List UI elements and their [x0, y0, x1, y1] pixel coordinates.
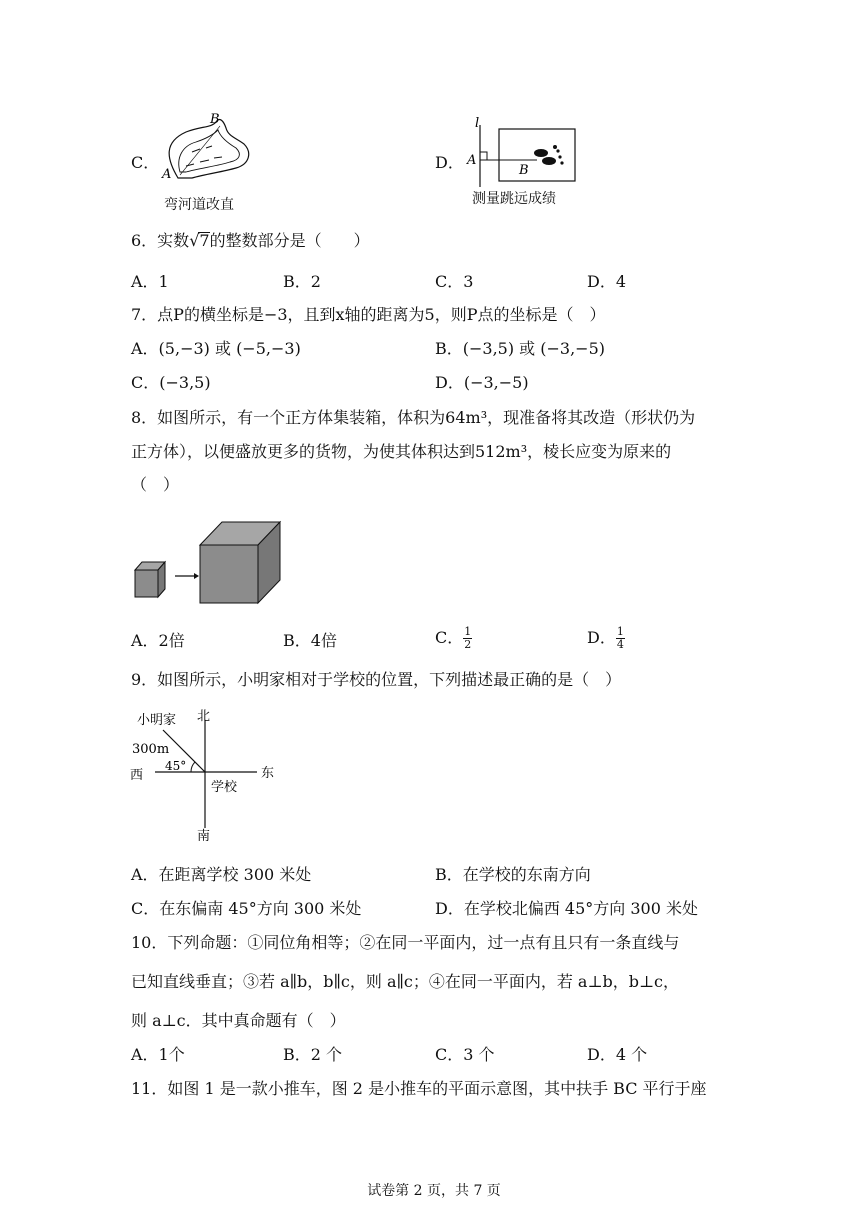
- jump-point-b: B: [519, 163, 529, 178]
- q6-option-a: A．1: [131, 272, 169, 291]
- q9-stem: 9．如图所示，小明家相对于学校的位置，下列描述最正确的是（ ）: [131, 670, 622, 689]
- q7-option-c: C．(−3,5): [131, 373, 211, 392]
- q8-line-1: 8．如图所示，有一个正方体集装箱，体积为64m³，现准备将其改造（形状仍为: [131, 408, 696, 427]
- distance-label: 300m: [132, 742, 170, 757]
- q7-option-b: B．(−3,5) 或 (−3,−5): [435, 339, 606, 358]
- q6-option-d: D．4: [587, 272, 627, 291]
- home-label: 小明家: [137, 713, 177, 728]
- direction-figure: [125, 702, 285, 847]
- q8-line-3: （ ）: [131, 475, 180, 494]
- q7-option-d: D．(−3,−5): [435, 373, 529, 392]
- q5-option-d-label: D．: [435, 153, 464, 172]
- jump-line-l: l: [475, 116, 480, 131]
- q6-stem: 6．实数√7的整数部分是（ ）: [131, 231, 370, 250]
- angle-label: 45°: [165, 759, 187, 773]
- q10-line-2: 已知直线垂直；③若 a∥b，b∥c，则 a∥c；④在同一平面内，若 a⊥b，b⊥c，: [131, 972, 679, 991]
- q10-option-a: A．1个: [131, 1045, 185, 1064]
- q6-option-c: C．3: [435, 272, 474, 291]
- q8-line-2: 正方体），以便盛放更多的货物，为使其体积达到512m³，棱长应变为原来的: [131, 442, 672, 461]
- q7-option-a: A．(5,−3) 或 (−5,−3): [131, 339, 301, 358]
- q9-option-a: A．在距离学校 300 米处: [131, 865, 312, 884]
- q8-option-c: C． $\frac{1}{2}$: [435, 625, 472, 651]
- q9-option-b: B．在学校的东南方向: [435, 865, 591, 884]
- q8-option-b: B．4倍: [283, 631, 337, 650]
- q5-option-d-caption: 测量跳远成绩: [472, 191, 556, 207]
- q10-option-c: C．3 个: [435, 1045, 495, 1064]
- cube-figure: [130, 515, 290, 610]
- east-label: 东: [261, 766, 275, 781]
- q5-option-c-label: C．: [131, 153, 160, 172]
- q8-option-d: D． $\frac{1}{4}$: [587, 625, 624, 651]
- river-point-b: B: [210, 112, 220, 127]
- school-label: 学校: [211, 780, 238, 795]
- q9-option-c: C．在东偏南 45°方向 300 米处: [131, 899, 362, 918]
- north-label: 北: [197, 709, 211, 724]
- q9-option-d: D．在学校北偏西 45°方向 300 米处: [435, 899, 698, 918]
- south-label: 南: [197, 829, 211, 844]
- jump-point-a: A: [467, 153, 477, 168]
- river-point-a: A: [162, 167, 172, 182]
- q10-option-d: D．4 个: [587, 1045, 648, 1064]
- q10-line-3: 则 a⊥c．其中真命题有（ ）: [131, 1011, 346, 1030]
- q5-option-c-caption: 弯河道改直: [164, 197, 234, 213]
- q7-stem: 7．点P的横坐标是−3，且到x轴的距离为5，则P点的坐标是（ ）: [131, 305, 606, 324]
- q10-line-1: 10．下列命题：①同位角相等；②在同一平面内，过一点有且只有一条直线与: [131, 933, 680, 952]
- q8-option-a: A．2倍: [131, 631, 185, 650]
- q10-option-b: B．2 个: [283, 1045, 343, 1064]
- west-label: 西: [130, 768, 144, 783]
- river-figure: [156, 108, 256, 188]
- page-footer: 试卷第 2 页，共 7 页: [367, 1183, 501, 1199]
- q6-option-b: B．2: [283, 272, 321, 291]
- long-jump-figure: [465, 115, 580, 190]
- q11-line-1: 11．如图 1 是一款小推车，图 2 是小推车的平面示意图，其中扶手 BC 平行于座: [131, 1079, 707, 1098]
